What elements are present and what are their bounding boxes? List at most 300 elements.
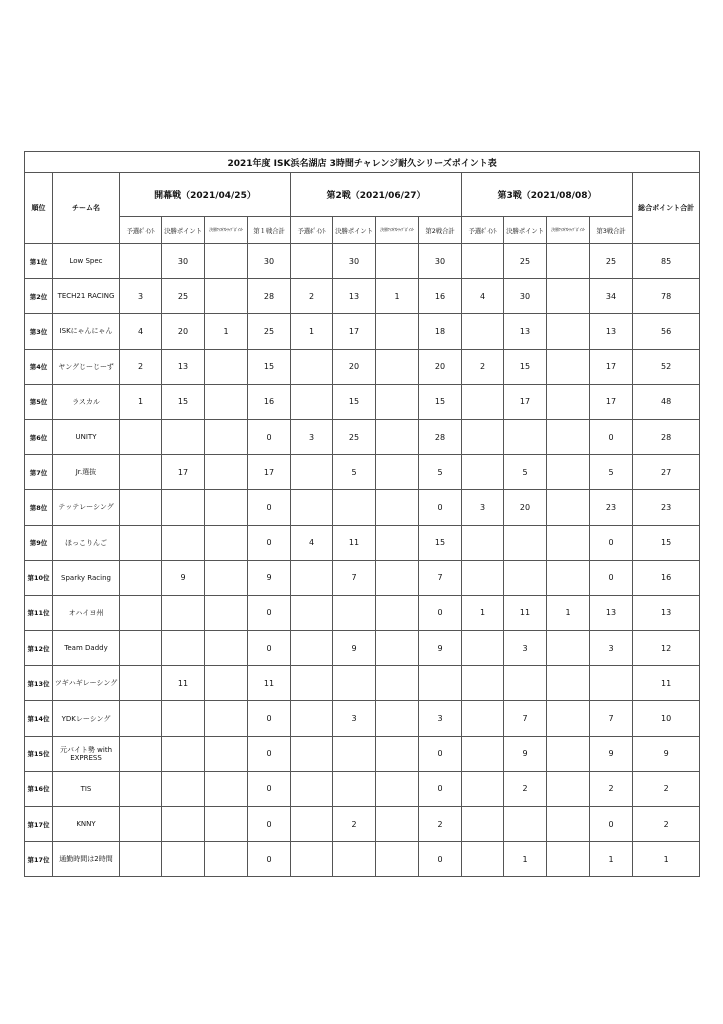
- points-cell: 13: [333, 279, 376, 314]
- table-row: [25, 279, 700, 314]
- points-cell: [333, 595, 376, 630]
- points-cell: 9: [333, 631, 376, 666]
- table-row: [25, 631, 700, 666]
- points-cell: [291, 560, 333, 595]
- points-cell: 0: [419, 842, 462, 877]
- points-cell: [120, 736, 162, 771]
- points-cell: [376, 455, 419, 490]
- points-cell: 25: [590, 244, 633, 279]
- points-cell: [547, 244, 590, 279]
- points-cell: 25: [333, 419, 376, 454]
- points-cell: [120, 631, 162, 666]
- points-cell: 0: [590, 419, 633, 454]
- points-cell: 3: [590, 631, 633, 666]
- points-cell: [120, 807, 162, 842]
- table-row: [25, 736, 700, 771]
- points-cell: [462, 842, 504, 877]
- team-cell: オハイヨ州: [53, 595, 120, 630]
- points-cell: 3: [120, 279, 162, 314]
- points-cell: 28: [419, 419, 462, 454]
- points-cell: 3: [333, 701, 376, 736]
- points-cell: [376, 595, 419, 630]
- points-cell: [291, 666, 333, 701]
- table-row: [25, 560, 700, 595]
- points-cell: [205, 560, 248, 595]
- total-points-cell: 85: [633, 244, 700, 279]
- points-cell: [333, 666, 376, 701]
- points-cell: 20: [333, 349, 376, 384]
- points-cell: 15: [162, 384, 205, 419]
- points-cell: [162, 595, 205, 630]
- race-1-header: 開幕戦（2021/04/25）: [120, 173, 291, 217]
- race-1-final-header: 決勝ポイント: [162, 217, 205, 244]
- points-cell: [462, 314, 504, 349]
- points-cell: [291, 490, 333, 525]
- points-cell: [504, 560, 547, 595]
- points-cell: [291, 631, 333, 666]
- points-cell: 16: [248, 384, 291, 419]
- points-cell: [162, 490, 205, 525]
- table-row: [25, 455, 700, 490]
- points-cell: 2: [462, 349, 504, 384]
- page-title: 2021年度 ISK浜名湖店 3時間チャレンジ耐久シリーズポイント表: [25, 152, 700, 173]
- team-cell: ツギハギレーシング: [53, 666, 120, 701]
- rank-cell: 第16位: [25, 771, 53, 806]
- points-cell: 0: [419, 736, 462, 771]
- points-cell: 4: [291, 525, 333, 560]
- table-body: [25, 244, 700, 877]
- total-points-cell: 78: [633, 279, 700, 314]
- table-row: [25, 595, 700, 630]
- points-cell: [376, 807, 419, 842]
- rank-cell: 第13位: [25, 666, 53, 701]
- points-cell: [291, 349, 333, 384]
- points-cell: 9: [248, 560, 291, 595]
- points-cell: 7: [419, 560, 462, 595]
- total-points-cell: 27: [633, 455, 700, 490]
- points-cell: [462, 666, 504, 701]
- points-cell: [120, 595, 162, 630]
- total-points-cell: 48: [633, 384, 700, 419]
- points-cell: [120, 490, 162, 525]
- race-2-final-header: 決勝ポイント: [333, 217, 376, 244]
- points-cell: 2: [419, 807, 462, 842]
- team-cell: KNNY: [53, 807, 120, 842]
- points-cell: 30: [162, 244, 205, 279]
- points-cell: [120, 771, 162, 806]
- rank-cell: 第3位: [25, 314, 53, 349]
- points-cell: [205, 419, 248, 454]
- points-cell: [291, 455, 333, 490]
- points-cell: [376, 771, 419, 806]
- points-cell: [376, 349, 419, 384]
- points-cell: 30: [333, 244, 376, 279]
- points-cell: 0: [590, 525, 633, 560]
- points-cell: [333, 771, 376, 806]
- points-cell: [205, 455, 248, 490]
- points-cell: 0: [248, 595, 291, 630]
- rank-cell: 第8位: [25, 490, 53, 525]
- points-cell: 1: [376, 279, 419, 314]
- points-cell: 13: [162, 349, 205, 384]
- team-cell: ほっこりんご: [53, 525, 120, 560]
- points-cell: [120, 455, 162, 490]
- points-cell: 3: [462, 490, 504, 525]
- points-table: [24, 151, 700, 877]
- points-cell: 2: [504, 771, 547, 806]
- points-cell: [333, 842, 376, 877]
- rank-cell: 第6位: [25, 419, 53, 454]
- points-cell: [205, 490, 248, 525]
- points-cell: [462, 244, 504, 279]
- team-cell: Low Spec: [53, 244, 120, 279]
- points-cell: [333, 490, 376, 525]
- race-3-final-header: 決勝ポイント: [504, 217, 547, 244]
- points-cell: 25: [162, 279, 205, 314]
- points-cell: 1: [462, 595, 504, 630]
- rank-cell: 第15位: [25, 736, 53, 771]
- points-cell: [462, 455, 504, 490]
- table-row: [25, 666, 700, 701]
- points-cell: [547, 701, 590, 736]
- points-cell: 0: [419, 771, 462, 806]
- points-cell: 17: [162, 455, 205, 490]
- points-cell: [205, 666, 248, 701]
- points-cell: [291, 771, 333, 806]
- points-cell: 1: [291, 314, 333, 349]
- points-cell: 23: [590, 490, 633, 525]
- points-cell: [205, 736, 248, 771]
- points-cell: 20: [419, 349, 462, 384]
- points-cell: 2: [590, 771, 633, 806]
- team-cell: Sparky Racing: [53, 560, 120, 595]
- race-3-qualifying-header: 予選ﾎﾟｲﾝﾄ: [462, 217, 504, 244]
- points-cell: [504, 525, 547, 560]
- points-cell: 18: [419, 314, 462, 349]
- points-cell: [462, 807, 504, 842]
- race-1-qualifying-header: 予選ﾎﾟｲﾝﾄ: [120, 217, 162, 244]
- points-cell: [205, 771, 248, 806]
- points-cell: [376, 314, 419, 349]
- rank-cell: 第4位: [25, 349, 53, 384]
- points-cell: [547, 384, 590, 419]
- table-row: [25, 314, 700, 349]
- points-cell: [291, 736, 333, 771]
- total-points-cell: 10: [633, 701, 700, 736]
- points-cell: [462, 525, 504, 560]
- points-cell: 7: [504, 701, 547, 736]
- points-cell: 3: [291, 419, 333, 454]
- points-cell: 0: [248, 525, 291, 560]
- points-cell: [205, 244, 248, 279]
- points-cell: 11: [333, 525, 376, 560]
- race-3-sum-header: 第3戦合計: [590, 217, 633, 244]
- points-cell: [462, 560, 504, 595]
- points-cell: 17: [590, 384, 633, 419]
- points-cell: [205, 807, 248, 842]
- points-cell: [547, 455, 590, 490]
- rank-cell: 第12位: [25, 631, 53, 666]
- points-cell: 1: [504, 842, 547, 877]
- points-cell: [547, 525, 590, 560]
- total-points-cell: 9: [633, 736, 700, 771]
- points-cell: 17: [590, 349, 633, 384]
- table-row: [25, 490, 700, 525]
- rank-cell: 第1位: [25, 244, 53, 279]
- team-cell: Jr.選抜: [53, 455, 120, 490]
- total-points-cell: 2: [633, 771, 700, 806]
- points-cell: [376, 560, 419, 595]
- points-cell: [205, 595, 248, 630]
- points-cell: 9: [162, 560, 205, 595]
- points-cell: 5: [590, 455, 633, 490]
- points-cell: 20: [162, 314, 205, 349]
- team-cell: ISKにゃんにゃん: [53, 314, 120, 349]
- table-row: [25, 701, 700, 736]
- points-cell: 30: [419, 244, 462, 279]
- race-2-sum-header: 第2戦合計: [419, 217, 462, 244]
- points-cell: 1: [547, 595, 590, 630]
- race-1-sum-header: 第１戦合計: [248, 217, 291, 244]
- points-cell: 1: [205, 314, 248, 349]
- points-cell: [504, 419, 547, 454]
- team-cell: TECH21 RACING: [53, 279, 120, 314]
- points-cell: 13: [590, 314, 633, 349]
- points-cell: 5: [504, 455, 547, 490]
- points-cell: [462, 384, 504, 419]
- points-cell: [504, 666, 547, 701]
- points-cell: 0: [248, 807, 291, 842]
- points-cell: [462, 631, 504, 666]
- points-cell: [547, 631, 590, 666]
- points-cell: [205, 842, 248, 877]
- points-cell: [547, 666, 590, 701]
- points-cell: 28: [248, 279, 291, 314]
- total-points-cell: 52: [633, 349, 700, 384]
- points-cell: [162, 525, 205, 560]
- points-cell: 0: [419, 595, 462, 630]
- team-cell: YDKレーシング: [53, 701, 120, 736]
- rank-cell: 第5位: [25, 384, 53, 419]
- points-cell: 15: [248, 349, 291, 384]
- points-cell: [291, 701, 333, 736]
- rank-cell: 第9位: [25, 525, 53, 560]
- points-cell: [376, 701, 419, 736]
- points-cell: [162, 701, 205, 736]
- race-3-header: 第3戦（2021/08/08）: [462, 173, 633, 217]
- team-cell: Team Daddy: [53, 631, 120, 666]
- points-cell: 15: [504, 349, 547, 384]
- points-cell: 17: [333, 314, 376, 349]
- total-points-cell: 23: [633, 490, 700, 525]
- points-cell: [504, 807, 547, 842]
- points-cell: [120, 842, 162, 877]
- team-cell: ヤングじーじーず: [53, 349, 120, 384]
- team-cell: ラスカル: [53, 384, 120, 419]
- points-cell: [120, 666, 162, 701]
- points-cell: [162, 631, 205, 666]
- points-cell: 1: [590, 842, 633, 877]
- points-cell: [376, 525, 419, 560]
- team-cell: 通勤時間は2時間: [53, 842, 120, 877]
- points-cell: 4: [120, 314, 162, 349]
- rank-cell: 第17位: [25, 807, 53, 842]
- team-cell: UNITY: [53, 419, 120, 454]
- race-2-fastest-lap-header: 決勝ﾌｧｽﾃｽﾄﾗｯﾌﾟﾎﾟｲﾝﾄ: [376, 217, 419, 244]
- points-cell: 0: [248, 771, 291, 806]
- points-cell: 11: [162, 666, 205, 701]
- points-cell: [462, 701, 504, 736]
- points-cell: [205, 384, 248, 419]
- points-cell: 2: [333, 807, 376, 842]
- points-cell: [376, 244, 419, 279]
- total-points-cell: 11: [633, 666, 700, 701]
- points-cell: [547, 771, 590, 806]
- points-cell: [419, 666, 462, 701]
- points-cell: 3: [504, 631, 547, 666]
- points-cell: 4: [462, 279, 504, 314]
- points-cell: 3: [419, 701, 462, 736]
- points-cell: 25: [248, 314, 291, 349]
- total-points-cell: 1: [633, 842, 700, 877]
- points-cell: [547, 842, 590, 877]
- points-cell: [333, 736, 376, 771]
- points-cell: 5: [419, 455, 462, 490]
- points-cell: [462, 771, 504, 806]
- team-cell: TIS: [53, 771, 120, 806]
- points-cell: 15: [333, 384, 376, 419]
- points-cell: [376, 419, 419, 454]
- rank-cell: 第17位: [25, 842, 53, 877]
- table-row: [25, 525, 700, 560]
- table-row: [25, 807, 700, 842]
- points-cell: [376, 736, 419, 771]
- points-cell: [547, 349, 590, 384]
- points-cell: 17: [504, 384, 547, 419]
- points-cell: [547, 314, 590, 349]
- points-cell: [120, 701, 162, 736]
- points-cell: 13: [590, 595, 633, 630]
- points-cell: 1: [120, 384, 162, 419]
- points-cell: [547, 419, 590, 454]
- points-cell: [162, 419, 205, 454]
- points-cell: [376, 384, 419, 419]
- points-cell: [291, 244, 333, 279]
- points-cell: [205, 525, 248, 560]
- points-cell: 11: [248, 666, 291, 701]
- points-cell: 2: [120, 349, 162, 384]
- rank-cell: 第14位: [25, 701, 53, 736]
- points-cell: [462, 419, 504, 454]
- points-cell: 2: [291, 279, 333, 314]
- points-cell: [590, 666, 633, 701]
- points-cell: 0: [248, 736, 291, 771]
- points-cell: 17: [248, 455, 291, 490]
- points-cell: 0: [590, 807, 633, 842]
- points-cell: [162, 807, 205, 842]
- race-3-fastest-lap-header: 決勝ﾌｧｽﾃｽﾄﾗｯﾌﾟﾎﾟｲﾝﾄ: [547, 217, 590, 244]
- table-row: [25, 419, 700, 454]
- rank-cell: 第11位: [25, 595, 53, 630]
- points-cell: [205, 701, 248, 736]
- points-cell: [547, 279, 590, 314]
- table-row: [25, 349, 700, 384]
- race-2-qualifying-header: 予選ﾎﾟｲﾝﾄ: [291, 217, 333, 244]
- points-cell: [162, 736, 205, 771]
- table-row: [25, 244, 700, 279]
- points-cell: [205, 279, 248, 314]
- points-cell: 0: [590, 560, 633, 595]
- total-header: 総合ポイント合計: [633, 173, 700, 244]
- points-cell: 34: [590, 279, 633, 314]
- points-cell: 0: [248, 701, 291, 736]
- rank-cell: 第7位: [25, 455, 53, 490]
- points-cell: 20: [504, 490, 547, 525]
- points-cell: [291, 595, 333, 630]
- total-points-cell: 16: [633, 560, 700, 595]
- points-cell: 30: [248, 244, 291, 279]
- points-cell: 25: [504, 244, 547, 279]
- points-cell: 15: [419, 525, 462, 560]
- points-cell: [376, 490, 419, 525]
- points-cell: [162, 771, 205, 806]
- points-cell: [120, 419, 162, 454]
- points-cell: 15: [419, 384, 462, 419]
- team-header: チーム名: [53, 173, 120, 244]
- total-points-cell: 28: [633, 419, 700, 454]
- points-cell: [120, 244, 162, 279]
- points-cell: [462, 736, 504, 771]
- points-cell: 9: [504, 736, 547, 771]
- points-cell: [547, 736, 590, 771]
- points-cell: 30: [504, 279, 547, 314]
- points-cell: 0: [419, 490, 462, 525]
- points-cell: [547, 560, 590, 595]
- rank-header: 順位: [25, 173, 53, 244]
- team-cell: テッテレーシング: [53, 490, 120, 525]
- points-cell: [291, 842, 333, 877]
- points-cell: 16: [419, 279, 462, 314]
- points-cell: 9: [590, 736, 633, 771]
- total-points-cell: 56: [633, 314, 700, 349]
- total-points-cell: 2: [633, 807, 700, 842]
- race-1-fastest-lap-header: 決勝ﾌｧｽﾃｽﾄﾗｯﾌﾟﾎﾟｲﾝﾄ: [205, 217, 248, 244]
- points-cell: 7: [333, 560, 376, 595]
- points-cell: [376, 666, 419, 701]
- points-cell: 0: [248, 490, 291, 525]
- race-2-header: 第2戦（2021/06/27）: [291, 173, 462, 217]
- team-cell: 元バイト勢 with EXPRESS: [53, 736, 120, 771]
- points-cell: 7: [590, 701, 633, 736]
- points-cell: [547, 807, 590, 842]
- points-cell: [120, 525, 162, 560]
- points-cell: [291, 807, 333, 842]
- points-cell: [291, 384, 333, 419]
- points-cell: 9: [419, 631, 462, 666]
- points-cell: 11: [504, 595, 547, 630]
- points-cell: 0: [248, 419, 291, 454]
- points-cell: [547, 490, 590, 525]
- points-cell: [376, 631, 419, 666]
- table-row: [25, 384, 700, 419]
- rank-cell: 第2位: [25, 279, 53, 314]
- total-points-cell: 15: [633, 525, 700, 560]
- points-cell: [205, 349, 248, 384]
- points-cell: [162, 842, 205, 877]
- rank-cell: 第10位: [25, 560, 53, 595]
- points-cell: 5: [333, 455, 376, 490]
- table-row: [25, 771, 700, 806]
